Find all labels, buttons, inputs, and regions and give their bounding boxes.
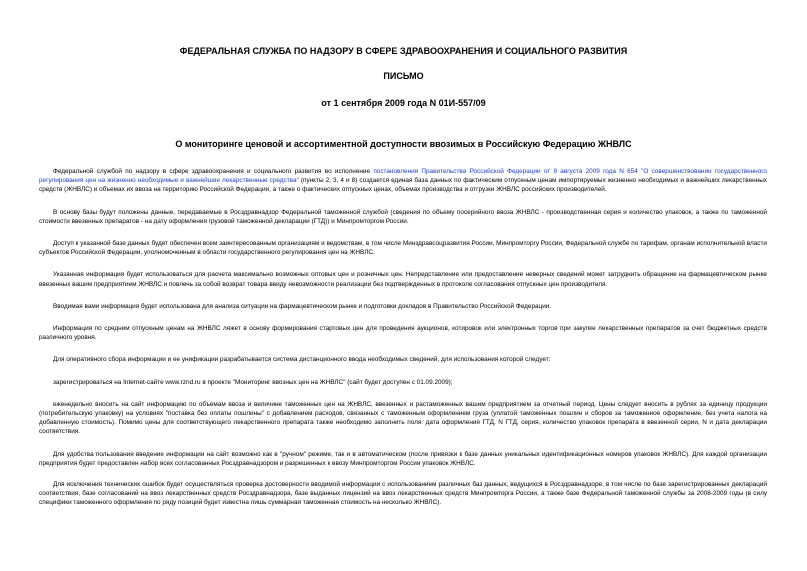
document-subject: О мониторинге ценовой и ассортиментной доступности ввозимых в Российскую Федерацию ЖНВЛС	[175, 139, 632, 149]
paragraph-intro	[39, 167, 767, 195]
paragraph-database-basis: В основу базы будут положены данные, передаваемые в Росздравнадзор Федеральной таможенной службой (сведения по объему посерийного ввоза ЖНВЛС - производственная серия и количество упаковок, а также по таможенной стоимости ввезенных препаратов - на дату оформления грузовой таможенной декларации (ГТД)) и Минпромторгом России.	[39, 208, 767, 225]
paragraph-usage: Указанная информация будет использоваться для расчета максимально возможных оптовых цен и розничных цен. Непредставление или предоставление неверных сведений может затруднить обращение на фармацевтическом рынке ввезенных вашим предприятием ЖНВЛС и повлечь за собой возврат товара ввиду невозможности реализации без подтвержденных в протоколе согласования отпускных цен производителя.	[39, 271, 767, 288]
paragraph-weekly-input: еженедельно вносить на сайт информацию по объемам ввоза и величине таможенных цен на ЖНВЛС, ввезенных и растаможенных вашим предприятием за отчетный период. Цены следует вносить в рублях за единицу продукции (потребительскую упаковку) на условиях "поставка без оплаты пошлины" с добавлением расходов, связанных с таможенным оформлением груза (уплатой таможенных пошлин и сборов за таможенное оформление, без учета налога на добавленную стоимость). Помимо цены для соответствующего лекарственного препарата также необходимо заполнить поля: дата оформления ГТД, N ГТД, серия, количество упаковок препарата в ввезенной серии, N и дата декларации соответствия.	[39, 400, 767, 436]
document-body	[39, 167, 767, 521]
decree-link[interactable]: постановления Правительства Российской Федерации от 8 августа 2009 года N 654 "О совершенствовании государственного регулирования цен на жизненно необходимые и важнейшие лекарственные средства"	[39, 168, 767, 185]
paragraph-verification: Для исключения технических ошибок будет осуществляться проверка достоверности вводимой информации с использованием различных баз данных, ведущихся в Росздравнадзоре, в том числе по базе зарегистрированных деклараций соответствия, базе согласований на ввоз лекарственных средств Росздравнадзора, базе выданных лицензий на ввоз лекарственных средств Минпромторга России, а также базе Федеральной таможенной службы за 2008-2009 годы (в силу специфики таможенного оформления по ряду позиций будет известна лишь суммарная таможенная стоимость на несколько ЖНВЛС).	[39, 481, 767, 507]
agency-heading: ФЕДЕРАЛЬНАЯ СЛУЖБА ПО НАДЗОРУ В СФЕРЕ ЗДРАВООХРАНЕНИЯ И СОЦИАЛЬНОГО РАЗВИТИЯ	[179, 46, 628, 56]
paragraph-register: зарегистрироваться на Internet-сайте www.rznd.ru в проекте "Мониторинг ввозных цен на ЖНВЛС" (сайт будет доступен с 01.09.2009);	[53, 378, 453, 386]
paragraph-intro-text-cont: (пункты 2, 3, 4 и 8) создается единая база данных по фактическим отпускным ценам импортируемых жизненно необходимых и важнейших лекарственных средств (ЖНВЛС) и объемах их ввоза на территорию Российской Федерации, а также о фактических отпускных ценах, объемах производства и отгрузки ЖНВЛС российских производителей.	[39, 177, 767, 194]
document-date-number: от 1 сентября 2009 года N 01И-557/09	[321, 98, 486, 108]
paragraph-intro-text: Федеральной службой по надзору в сфере здравоохранения и социального развития во исполнение	[53, 168, 374, 175]
paragraph-input-modes: Для удобства пользования введение информации на сайт возможно как в "ручном" режиме, так и в автоматическом (после привязки к базе данных уникальных идентификационных номеров упаковок ЖНВЛС). Для каждой организации предприятия будет предоставлен набор всех согласованных Росздравнадзором и разрешенных к ввозу Минпромторгом России упаковок ЖНВЛС.	[39, 450, 767, 467]
paragraph-remote-input: Для оперативного сбора информации и ее унификации разрабатывается система дистанционного ввода необходимых сведений, для использования которой следует:	[53, 356, 551, 364]
paragraph-analysis: Вводимая вами информация будет использована для анализа ситуации на фармацевтическом рынке и подготовки докладов в Правительство Российской Федерации.	[53, 302, 552, 310]
document-type: ПИСЬМО	[383, 71, 424, 81]
paragraph-access: Доступ к указанной базе данных будет обеспечен всем заинтересованным организациям и ведомствам, в том числе Минздравсоцразвития России, Минпромторгу России, Федеральной службе по тарифам, органам исполнительной власти субъектов Российской Федерации, уполномоченным в области государственного регулирования цен на ЖНВЛС.	[39, 240, 767, 257]
paragraph-average-prices: Информация по средним отпускным ценам на ЖНВЛС ляжет в основу формирования стартовых цен для проведения аукционов, котировок или электронных торгов при закупке лекарственных препаратов за счет бюджетных средств различного уровня.	[39, 325, 767, 342]
